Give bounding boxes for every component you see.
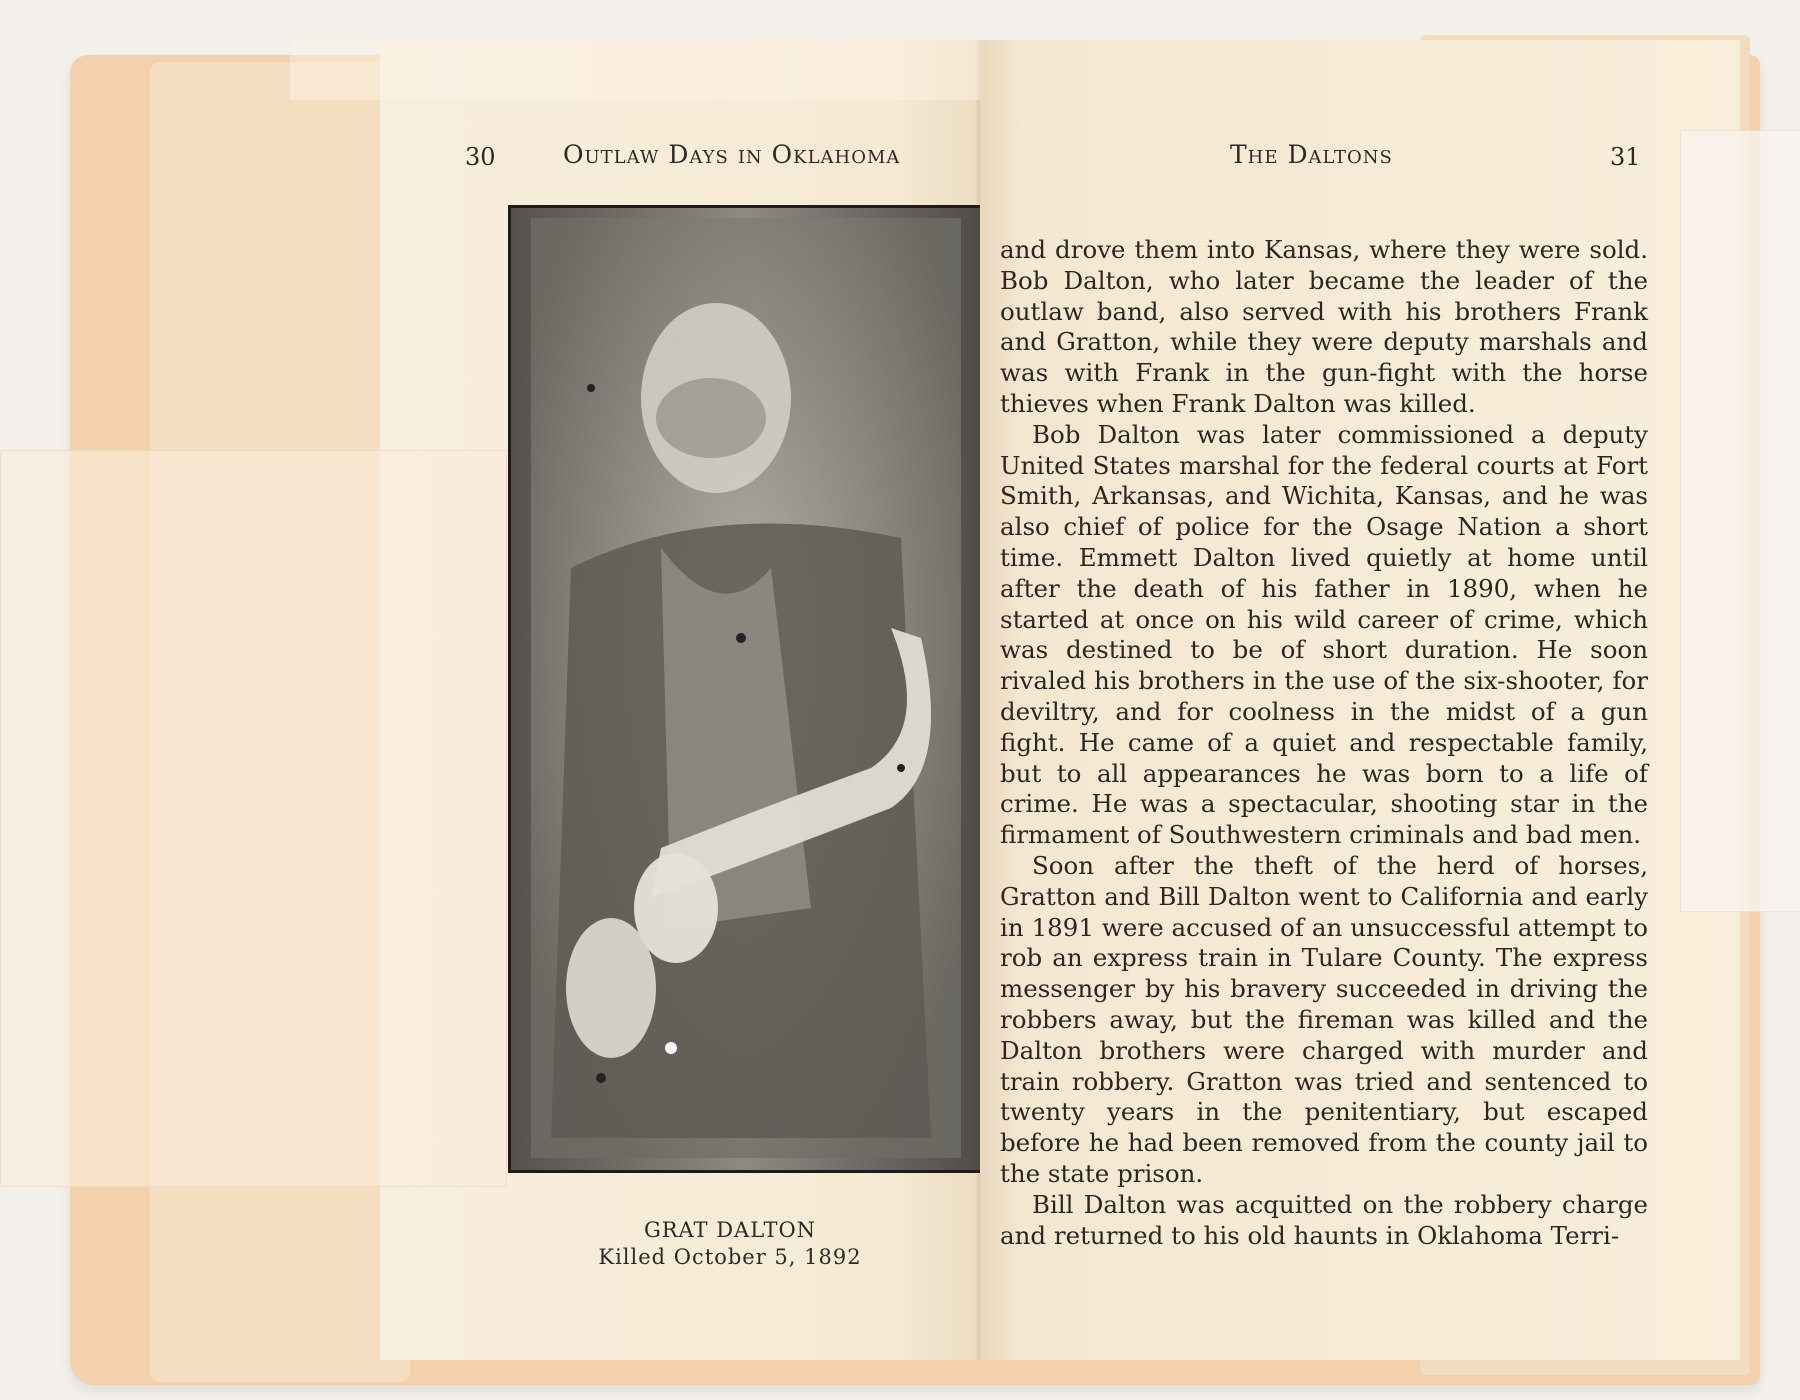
film-sheet-top xyxy=(290,40,980,100)
paragraph: and drove them into Kansas, where they were sold. Bob Dalton, who later became the leader of the outlaw band, also served with his brothers Frank and Gratton, while they were deputy marshals and was with Frank in the gun-fight with the horse thieves when Frank Dalton was killed. xyxy=(1000,235,1648,418)
left-page-number: 30 xyxy=(465,143,496,171)
right-page xyxy=(980,40,1740,1360)
paragraph: Bill Dalton was acquitted on the robbery charge and returned to his old haunts in Oklahoma Terri- xyxy=(1000,1189,1648,1250)
caption-date: Killed October 5, 1892 xyxy=(598,1245,862,1269)
film-sheet-right xyxy=(1680,130,1800,912)
grat-dalton-photo xyxy=(508,205,984,1173)
film-sheet-left xyxy=(0,450,507,1187)
body-text xyxy=(1000,235,1648,1251)
right-page-number: 31 xyxy=(1610,143,1641,171)
portrait-image xyxy=(511,208,981,1170)
right-running-head: The Daltons xyxy=(1230,140,1393,169)
left-running-head: Outlaw Days in Oklahoma xyxy=(563,140,901,169)
paragraph: Soon after the theft of the herd of horses, Gratton and Bill Dalton went to California and early in 1891 were accused of an unsuccessful attempt to rob an express train in Tulare County. The express messenger by his bravery succeeded in driving the robbers away, but the fireman was killed and the Dalton brothers were charged with murder and train robbery. Gratton was tried and sentenced to twenty years in the penitentiary, but escaped before he had been removed from the county jail to the state prison. xyxy=(1000,850,1648,1188)
caption-name: GRAT DALTON xyxy=(643,1218,817,1242)
paragraph: Bob Dalton was later commissioned a deputy United States marshal for the federal courts at Fort Smith, Arkansas, and Wichita, Kansas, and he was also chief of police for the Osage Nation a short time. Emmett Dalton lived quietly at home until after the death of his father in 1890, when he started at once on his wild career of crime, which was destined to be of short duration. He soon rivaled his brothers in the use of the six-shooter, for deviltry, and for coolness in the midst of a gun fight. He came of a quiet and respectable family, but to all appearances he was born to a life of crime. He was a spectacular, shooting star in the firmament of Southwestern criminals and bad men. xyxy=(1000,419,1648,850)
